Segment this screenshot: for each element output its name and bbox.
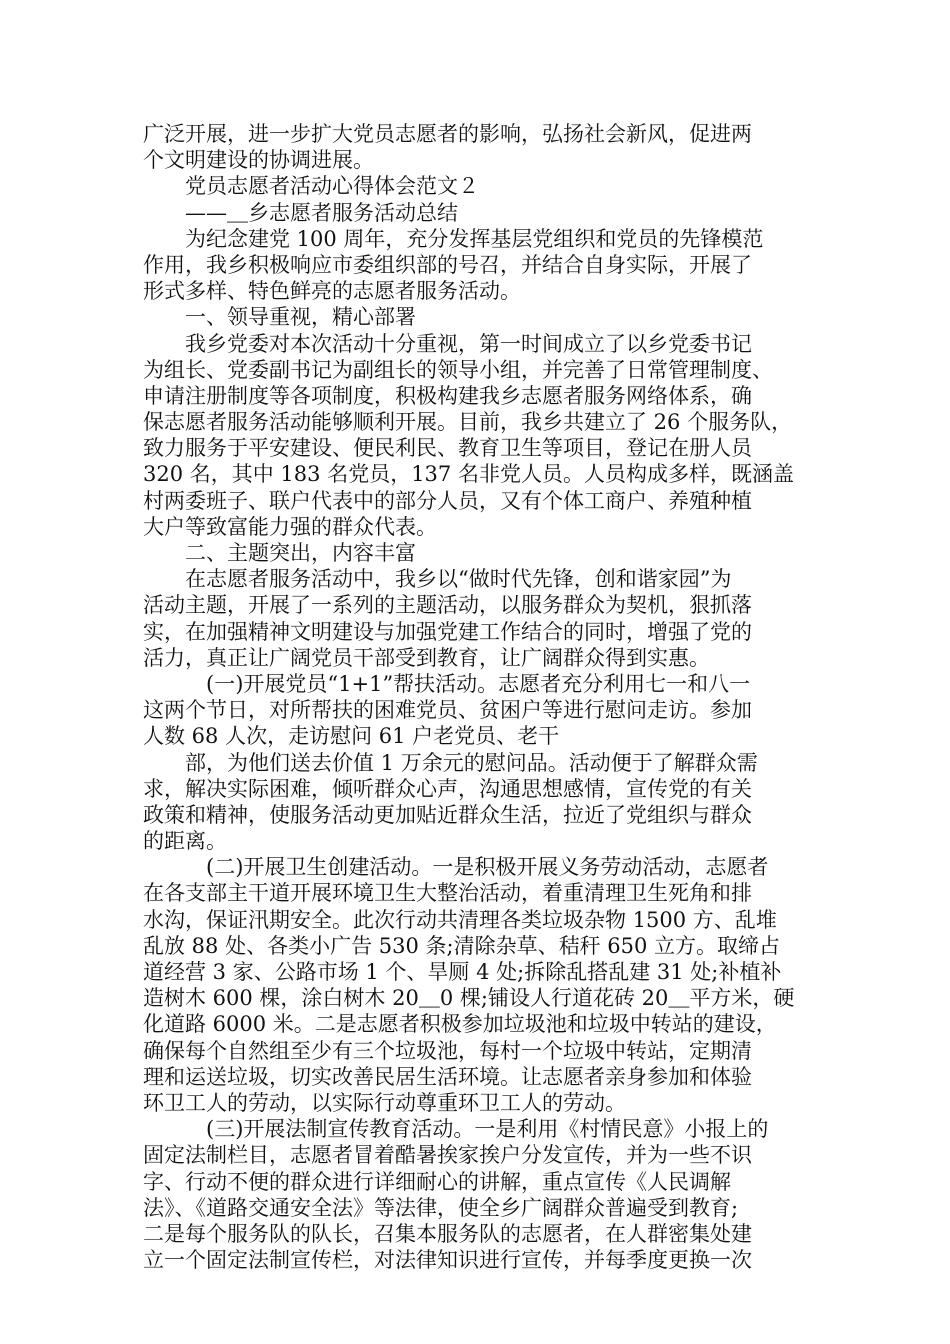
text-line: 政策和精神，使服务活动更加贴近群众生活，拉近了党组织与群众 — [143, 802, 752, 827]
text-line: 作用，我乡积极响应市委组织部的号召，并结合自身实际，开展了 — [143, 252, 752, 277]
text-line: (三)开展法制宣传教育活动。一是利用《村情民意》小报上的 — [143, 1117, 769, 1142]
text-line: 化道路 6000 米。二是志愿者积极参加垃圾池和垃圾中转站的建设， — [143, 1012, 777, 1037]
text-line: 实，在加强精神文明建设与加强党建工作结合的同时，增强了党的 — [143, 619, 752, 644]
text-line: 申请注册制度等各项制度，积极构建我乡志愿者服务网络体系，确 — [143, 383, 752, 408]
text-line: 部，为他们送去价值 1 万余元的慰问品。活动便于了解群众需 — [143, 750, 758, 775]
text-line: 环卫工人的劳动，以实际行动尊重环卫工人的劳动。 — [143, 1090, 626, 1115]
text-line: 广泛开展，进一步扩大党员志愿者的影响，弘扬社会新风，促进两 — [143, 122, 752, 146]
text-line: 活力，真正让广阔党员干部受到教育，让广阔群众得到实惠。 — [143, 645, 710, 670]
text-line: 村两委班子、联户代表中的部分人员，又有个体工商户、养殖种植 — [143, 488, 752, 513]
text-line: 二、主题突出，内容丰富 — [143, 541, 416, 565]
text-line: 立一个固定法制宣传栏，对法律知识进行宣传，并每季度更换一次 — [143, 1248, 752, 1273]
text-line: 造树木 600 棵，涂白树木 20＿0 棵;铺设人行道花砖 20＿平方米，硬 — [143, 986, 795, 1011]
text-line: 致力服务于平安建设、便民利民、教育卫生等项目，登记在册人员 — [143, 436, 752, 461]
text-line: 二是每个服务队的队长，召集本服务队的志愿者，在人群密集处建 — [143, 1221, 752, 1246]
text-line: 大户等致富能力强的群众代表。 — [143, 514, 437, 539]
text-line: 这两个节日，对所帮扶的困难党员、贫困户等进行慰问走访。参加 — [143, 698, 752, 723]
text-line: 求，解决实际困难，倾听群众心声，沟通思想感情，宣传党的有关 — [143, 776, 752, 801]
text-line: 我乡党委对本次活动十分重视，第一时间成立了以乡党委书记 — [143, 331, 752, 356]
text-line: 固定法制栏目，志愿者冒着酷暑挨家挨户分发宣传，并为一些不识 — [143, 1143, 752, 1168]
text-line: 水沟，保证汛期安全。此次行动共清理各类垃圾杂物 1500 方、乱堆 — [143, 907, 777, 932]
text-line: 形式多样、特色鲜亮的志愿者服务活动。 — [143, 279, 521, 304]
text-line: 确保每个自然组至少有三个垃圾池，每村一个垃圾中转站，定期清 — [143, 1038, 752, 1063]
text-line: 在各支部主干道开展环境卫生大整治活动，着重清理卫生死角和排 — [143, 881, 752, 906]
document-body — [143, 121, 813, 1273]
text-line: 保志愿者服务活动能够顺利开展。目前，我乡共建立了 26 个服务队， — [143, 410, 793, 435]
text-line: 320 名，其中 183 名党员，137 名非党人员。人员构成多样，既涵盖 — [143, 462, 794, 487]
text-line: (一)开展党员“1+1”帮扶活动。志愿者充分利用七一和八一 — [143, 671, 751, 696]
text-line: (二)开展卫生创建活动。一是积极开展义务劳动活动，志愿者 — [143, 855, 769, 880]
text-line: 的距离。 — [143, 829, 227, 854]
text-line: 人数 68 人次，走访慰问 61 户老党员、老干 — [143, 724, 560, 749]
text-line: 为组长、党委副书记为副组长的领导小组，并完善了日常管理制度、 — [143, 357, 773, 382]
text-line: 党员志愿者活动心得体会范文２ — [143, 174, 479, 199]
text-line: 理和运送垃圾，切实改善民居生活环境。让志愿者亲身参加和体验 — [143, 1064, 752, 1089]
text-line: 法》、《道路交通安全法》等法律，使全乡广阔群众普遍受到教育; — [143, 1195, 739, 1220]
text-line: 为纪念建党 100 周年，充分发挥基层党组织和党员的先锋模范 — [143, 226, 764, 251]
text-line: 字、行动不便的群众进行详细耐心的讲解，重点宣传《人民调解 — [143, 1169, 731, 1194]
text-line: 活动主题，开展了一系列的主题活动，以服务群众为契机，狠抓落 — [143, 593, 752, 618]
text-line: 道经营 3 家、公路市场 1 个、旱厕 4 处;拆除乱搭乱建 31 处;补植补 — [143, 960, 782, 984]
text-line: ——＿乡志愿者服务活动总结 — [143, 200, 458, 225]
text-line: 乱放 88 处、各类小广告 530 条;清除杂草、秸秆 650 立方。取缔占 — [143, 933, 781, 958]
text-line: 在志愿者服务活动中，我乡以“做时代先锋，创和谐家园”为 — [143, 567, 732, 592]
text-line: 个文明建设的协调进展。 — [143, 148, 374, 173]
text-line: 一、领导重视，精心部署 — [143, 305, 416, 330]
